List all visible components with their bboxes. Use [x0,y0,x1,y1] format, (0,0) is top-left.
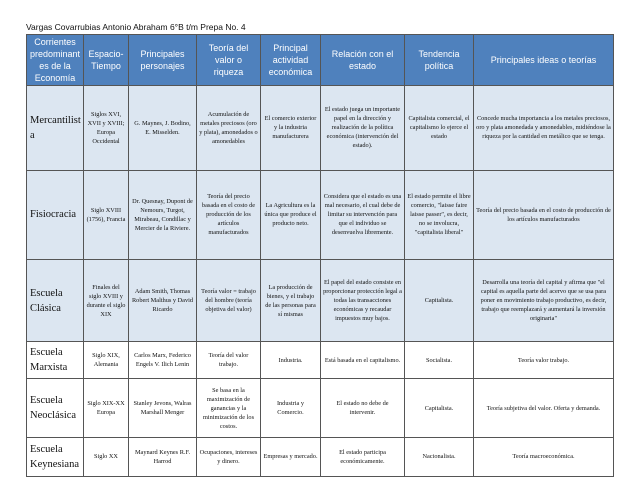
cell-actividad: Industria y Comercio. [261,379,321,438]
col-header-actividad: Principal actividad económica [261,35,321,86]
cell-estado: El estado no debe de intervenir. [321,379,405,438]
col-header-espacio-tiempo: Espacio-Tiempo [84,35,129,86]
table-row [27,379,614,438]
cell-valor: Teoría del precio basada en el costo de producción de los artículos manufacturados [197,170,261,259]
cell-estado: El papel del estado consiste en proporcionar protección legal a todas las transacciones económicas y recaudar impuestos muy bajos. [321,259,405,342]
cell-actividad: Empresas y mercado. [261,437,321,476]
cell-valor: Teoría valor = trabajo del hombre (teoría objetiva del valor) [197,259,261,342]
cell-ideas: Teoría subjetiva del valor. Oferta y demanda. [474,379,614,438]
cell-valor: Se basa en la maximización de ganancias y la minimización de los costos. [197,379,261,438]
table-row [27,86,614,171]
cell-actividad: Industria. [261,342,321,379]
row-name: Escuela Marxista [27,342,84,379]
cell-tendencia: Capitalista comercial, el capitalismo lo ejerce el estado [405,86,474,171]
row-name: Escuela Clásica [27,259,84,342]
cell-estado: El estado participa económicamente. [321,437,405,476]
cell-valor: Ocupaciones, intereses y dinero. [197,437,261,476]
cell-estado: El estado juega un importante papel en la dirección y realización de la política económica (intervención del estado). [321,86,405,171]
table-row [27,342,614,379]
row-name: Escuela Keynesiana [27,437,84,476]
cell-personajes: Carlos Marx, Federico Engels V. Ilich Lenin [129,342,197,379]
cell-tiempo: Siglo XIX, Alemania [84,342,129,379]
cell-actividad: La producción de bienes, y el trabajo de las personas para sí mismas [261,259,321,342]
cell-personajes: G. Maynes, J. Bodino, E. Misselden. [129,86,197,171]
cell-tendencia: Capitalista. [405,379,474,438]
table-row [27,437,614,476]
table-row [27,259,614,342]
col-header-ideas: Principales ideas o teorías [474,35,614,86]
row-name: Escuela Neoclásica [27,379,84,438]
cell-tiempo: Siglos XVI, XVII y XVIII; Europa Occidental [84,86,129,171]
cell-actividad: La Agricultura es la única que produce el producto neto. [261,170,321,259]
cell-tendencia: Nacionalista. [405,437,474,476]
col-header-personajes: Principales personajes [129,35,197,86]
col-header-estado: Relación con el estado [321,35,405,86]
cell-tendencia: El estado permite el libre comercio, "laisse faire laisse passer", es decir, no se involucra, "capitalista liberal" [405,170,474,259]
cell-actividad: El comercio exterior y la industria manufacturera [261,86,321,171]
table-row [27,170,614,259]
col-header-valor: Teoría del valor o riqueza [197,35,261,86]
cell-personajes: Stanley Jevons, Walras Marshall Menger [129,379,197,438]
economics-table [26,34,614,477]
cell-tiempo: Siglo XX [84,437,129,476]
cell-tendencia: Capitalista. [405,259,474,342]
cell-tiempo: Siglo XIX-XX Europa [84,379,129,438]
cell-estado: Considera que el estado es una mal necesario, el cual debe de limitar su intervención para que el individuo se desenvuelva libremente. [321,170,405,259]
cell-personajes: Maynard Keynes R.F. Harrod [129,437,197,476]
cell-personajes: Adam Smith, Thomas Robert Malthus y David Ricardo [129,259,197,342]
row-name: Mercantilista [27,86,84,171]
cell-ideas: Teoría macroeconómica. [474,437,614,476]
cell-tiempo: Siglo XVIII (1756), Francia [84,170,129,259]
cell-ideas: Teoría valor trabajo. [474,342,614,379]
row-name: Fisiocracia [27,170,84,259]
cell-tendencia: Socialista. [405,342,474,379]
document-header: Vargas Covarrubias Antonio Abraham 6°B t/m Prepa No. 4 [26,22,246,32]
cell-ideas: Desarrolla una teoría del capital y afirma que "el capital es aquella parte del acervo que se usa para poner en movimiento trabajo productivo, es decir, trabajo que reemplazará y aumentará la inversión originaria" [474,259,614,342]
cell-personajes: Dr. Quesnay, Dupont de Nemours, Turgot, Mirabeau, Condillac y Mercier de la Riviere. [129,170,197,259]
cell-valor: Acumulación de metales preciosos (oro y plata), amonedados o amonedables [197,86,261,171]
cell-ideas: Concede mucha importancia a los metales preciosos, oro y plata amonedada y amonedables, midiéndose la riqueza por la cantidad en metálico que se tenga. [474,86,614,171]
cell-tiempo: Finales del siglo XVIII y durante el siglo XIX [84,259,129,342]
cell-valor: Teoría del valor trabajo. [197,342,261,379]
cell-ideas: Teoría del precio basada en el costo de producción de los artículos manufacturados [474,170,614,259]
col-header-corrientes: Corrientes predominantes de la Economía [27,35,84,86]
cell-estado: Está basada en el capitalismo. [321,342,405,379]
col-header-tendencia: Tendencia política [405,35,474,86]
